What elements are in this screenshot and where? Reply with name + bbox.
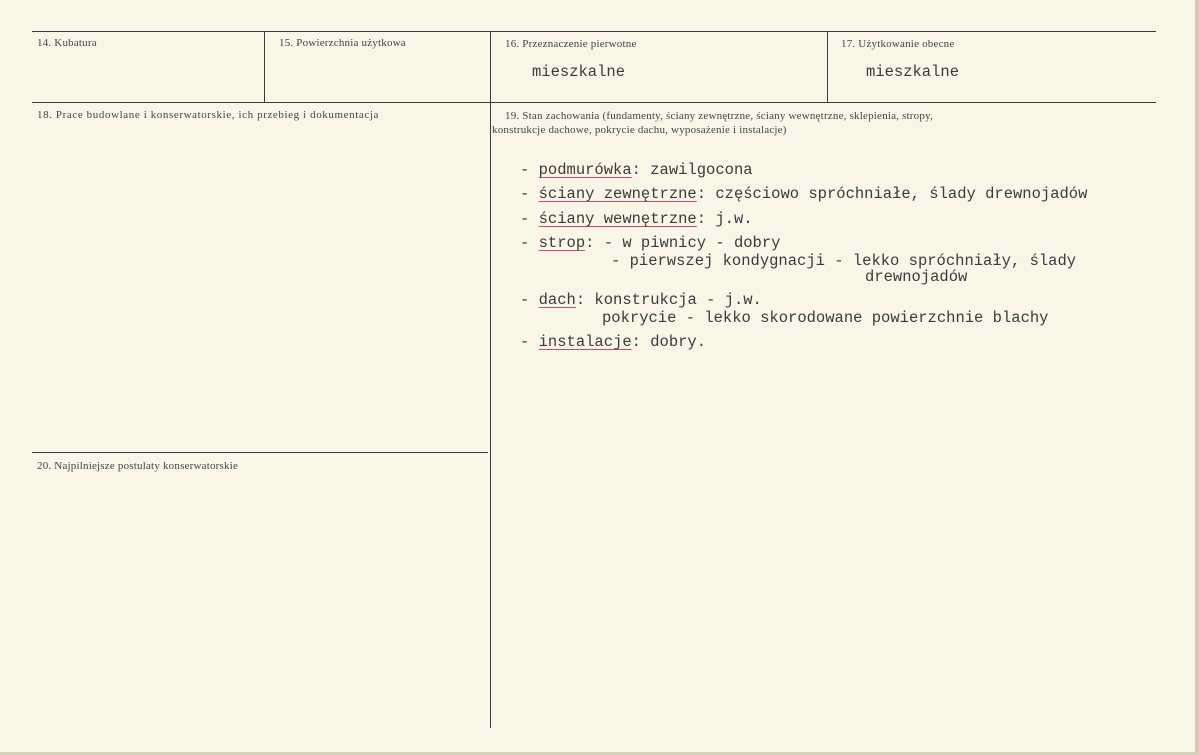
top-rule	[32, 31, 1156, 32]
condition-item-foundation: - podmurówka: zawilgocona	[520, 161, 753, 179]
condition-text: : dobry.	[631, 333, 707, 351]
condition-item-ceiling-cont1: - pierwszej kondygnacji - lekko spróchniały, ślady	[611, 252, 1077, 270]
condition-term: podmurówka	[538, 161, 632, 179]
field-16-value: mieszkalne	[532, 63, 626, 81]
condition-text: : częściowo spróchniałe, ślady drewnojadów	[696, 185, 1088, 203]
field-19-label-line1: 19. Stan zachowania (fundamenty, ściany zewnętrzne, ściany wewnętrzne, sklepienia, stropy,	[505, 110, 934, 122]
divider-14-15	[264, 32, 265, 102]
field-18-label: 18. Prace budowlane i konserwatorskie, ich przebieg i dokumentacja	[37, 109, 379, 121]
condition-item-ceiling: - strop: - w piwnicy - dobry	[520, 234, 781, 252]
condition-term: ściany wewnętrzne	[538, 210, 697, 228]
condition-item-exterior-walls: - ściany zewnętrzne: częściowo spróchniałe, ślady drewnojadów	[520, 185, 1088, 203]
condition-item-roof: - dach: konstrukcja - j.w.	[520, 291, 762, 309]
divider-16-17	[827, 32, 828, 102]
field-17-label: 17. Użytkowanie obecne	[841, 38, 955, 50]
condition-text: : zawilgocona	[631, 161, 753, 179]
field-19-label-line2: konstrukcje dachowe, pokrycie dachu, wyposażenie i instalacje)	[492, 124, 787, 136]
field-15-label: 15. Powierzchnia użytkowa	[279, 37, 406, 49]
section20-rule	[32, 452, 488, 453]
condition-term: strop	[538, 234, 586, 252]
condition-text: : j.w.	[696, 210, 753, 228]
condition-text: : - w piwnicy - dobry	[585, 234, 781, 252]
field-14-label: 14. Kubatura	[37, 37, 97, 49]
condition-item-roof-cont1: pokrycie - lekko skorodowane powierzchnie blachy	[602, 309, 1049, 327]
field-16-label: 16. Przeznaczenie pierwotne	[505, 38, 637, 50]
field-17-value: mieszkalne	[866, 63, 960, 81]
divider-15-16	[490, 32, 491, 728]
condition-term: dach	[538, 291, 576, 309]
condition-item-ceiling-cont2: drewnojadów	[865, 268, 968, 286]
condition-item-installations: - instalacje: dobry.	[520, 333, 707, 351]
card-edge-right	[1195, 0, 1199, 755]
condition-text: : konstrukcja - j.w.	[575, 291, 762, 309]
condition-item-interior-walls: - ściany wewnętrzne: j.w.	[520, 210, 753, 228]
field-20-label: 20. Najpilniejsze postulaty konserwatorskie	[37, 460, 239, 472]
condition-term: ściany zewnętrzne	[538, 185, 697, 203]
mid-rule	[32, 102, 1156, 103]
condition-term: instalacje	[538, 333, 632, 351]
